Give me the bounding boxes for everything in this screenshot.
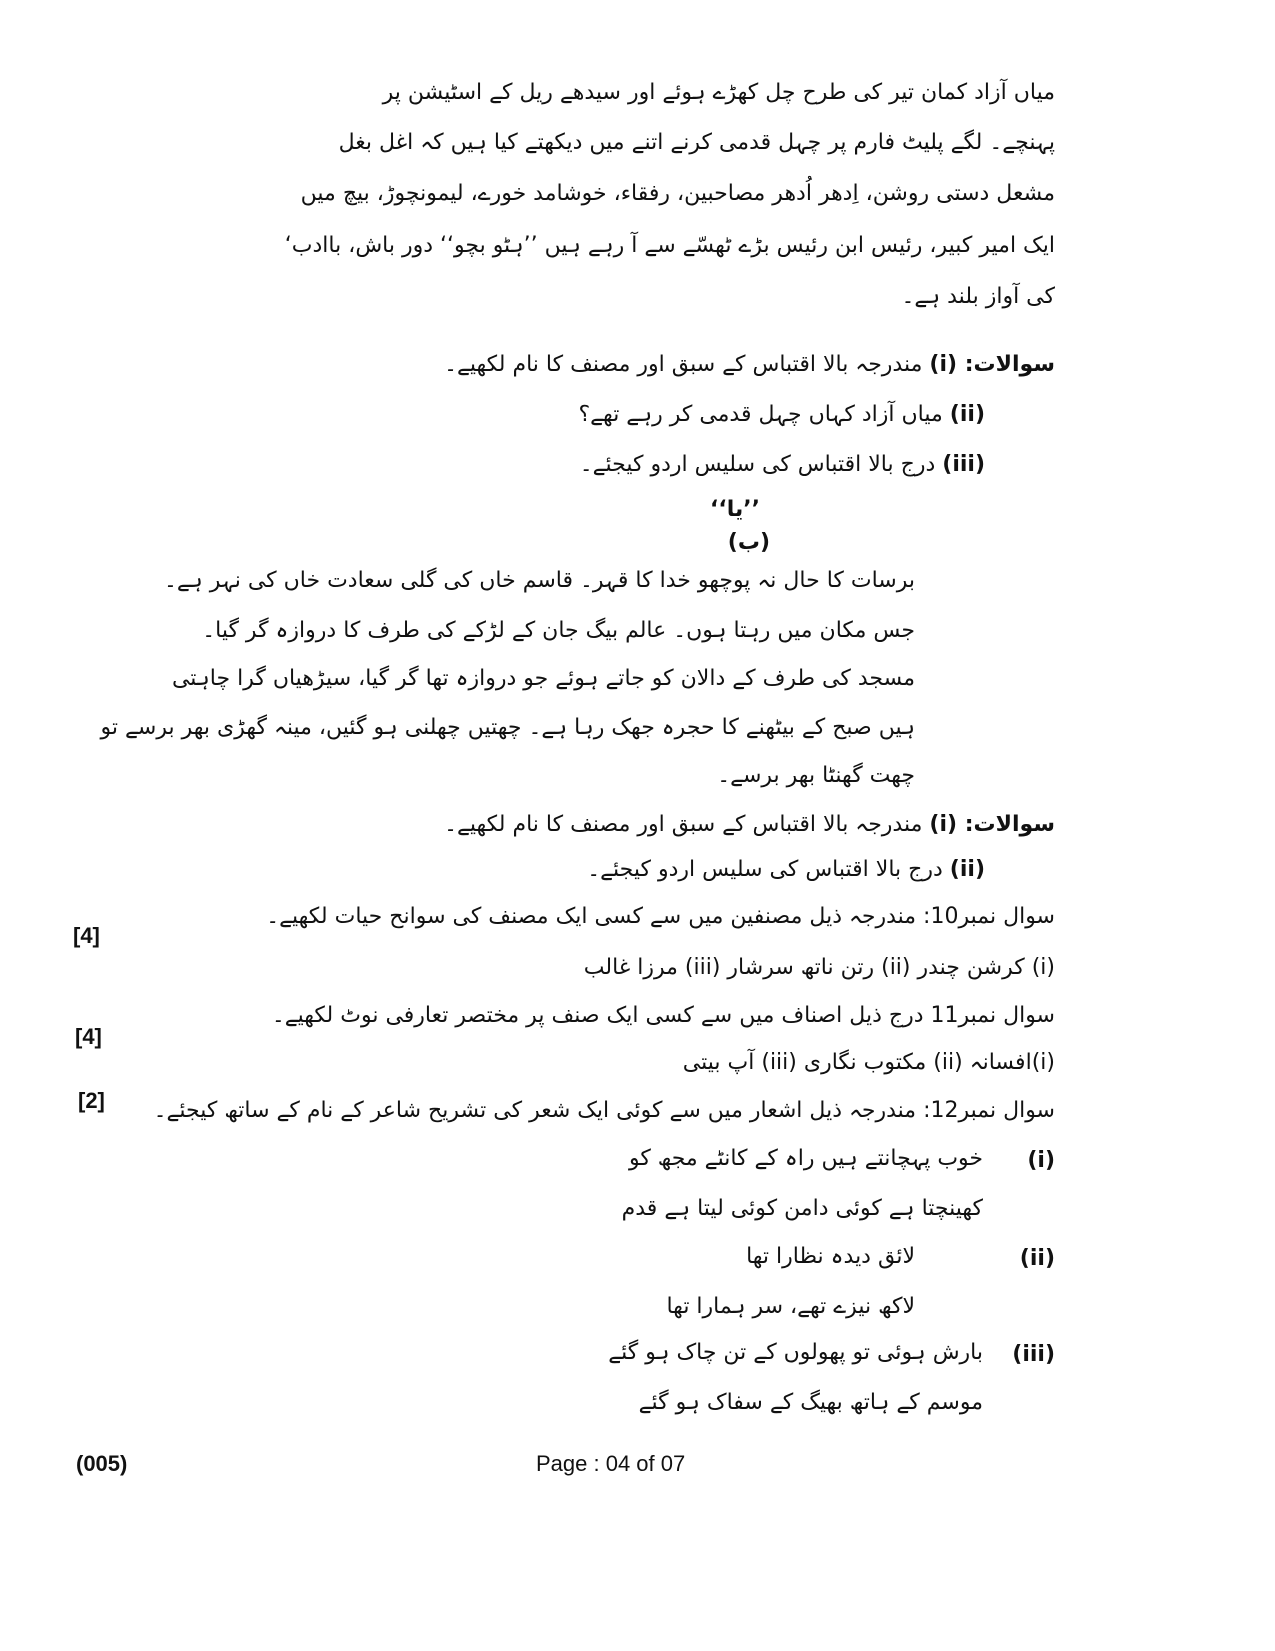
q11-marks: [4] xyxy=(75,1024,102,1049)
couplet-line: موسم کے ہاتھ بھیگ کے سفاک ہو گئے xyxy=(638,1390,983,1415)
question-text: مندرجہ بالا اقتباس کے سبق اور مصنف کا نام لکھیے۔ xyxy=(444,352,923,377)
q11-text: سوال نمبر11 درج ذیل اصناف میں سے کسی ایک صنف پر مختصر تعارفی نوٹ لکھیے۔ xyxy=(271,1003,1055,1028)
q10-marks: [4] xyxy=(73,923,100,948)
question-row xyxy=(587,857,985,882)
couplet-line: خوب پہچانتے ہیں راہ کے کانٹے مجھ کو xyxy=(628,1146,983,1171)
couplet-line: بارش ہوئی تو پھولوں کے تن چاک ہو گئے xyxy=(608,1340,983,1365)
couplet-line: لاکھ نیزے تھے، سر ہمارا تھا xyxy=(666,1294,915,1319)
passage-b-line: جس مکان میں رہتا ہوں۔ عالم بیگ جان کے لڑکے کی طرف کا دروازہ گر گیا۔ xyxy=(202,618,915,643)
passage-b-line: برسات کا حال نہ پوچھو خدا کا قہر۔ قاسم خاں کی گلی سعادت خاں کی نہر ہے۔ xyxy=(164,568,915,593)
q12-text: سوال نمبر12: مندرجہ ذیل اشعار میں سے کوئی ایک شعر کی تشریح شاعر کے نام کے ساتھ کیجئے۔ xyxy=(153,1098,1055,1123)
page-number: Page : 04 of 07 xyxy=(536,1451,686,1476)
section-b-label: (ب) xyxy=(727,530,770,555)
passage-a-line: کی آواز بلند ہے۔ xyxy=(901,284,1055,309)
question-label: سوالات: (i) xyxy=(929,352,1055,377)
question-text: درج بالا اقتباس کی سلیس اردو کیجئے۔ xyxy=(579,452,936,477)
question-label: سوالات: (i) xyxy=(929,812,1055,837)
passage-a-line: پہنچے۔ لگے پلیٹ فارم پر چہل قدمی کرنے اتنے میں دیکھتے کیا ہیں کہ اغل بغل xyxy=(338,130,1055,155)
q10-text: سوال نمبر10: مندرجہ ذیل مصنفین میں سے کسی ایک مصنف کی سوانح حیات لکھیے۔ xyxy=(266,904,1055,929)
question-label: (ii) xyxy=(949,402,985,427)
question-row xyxy=(580,452,985,477)
couplet-number: (ii) xyxy=(1019,1246,1055,1271)
question-row xyxy=(444,352,1055,377)
couplet-line: لائق دیدہ نظارا تھا xyxy=(746,1244,915,1269)
passage-b-line: چھت گھنٹا بھر برسے۔ xyxy=(717,763,915,788)
q10-options: (i) کرشن چندر (ii) رتن ناتھ سرشار (iii) مرزا غالب xyxy=(583,955,1055,980)
question-label: (iii) xyxy=(942,452,985,477)
passage-b-line: مسجد کی طرف کے دالان کو جاتے ہوئے جو دروازہ تھا گر گیا، سیڑھیاں گرا چاہتی xyxy=(171,666,915,691)
passage-a-line: ایک امیر کبیر، رئیس ابن رئیس بڑے ٹھسّے سے آ رہے ہیں ’’ہٹو بچو‘‘ دور باش، باادب‘ xyxy=(284,233,1055,258)
passage-b-line: ہیں صبح کے بیٹھنے کا حجرہ جھک رہا ہے۔ چھتیں چھلنی ہو گئیں، مینہ گھڑی بھر برسے تو xyxy=(100,715,915,740)
question-text: درج بالا اقتباس کی سلیس اردو کیجئے۔ xyxy=(587,857,943,882)
couplet-line: کھینچتا ہے کوئی دامن کوئی لیتا ہے قدم xyxy=(621,1196,983,1221)
question-row xyxy=(444,812,1055,837)
couplet-number: (i) xyxy=(1027,1148,1055,1173)
question-text: میاں آزاد کہاں چہل قدمی کر رہے تھے؟ xyxy=(578,402,943,427)
passage-a-line: میاں آزاد کمان تیر کی طرح چل کھڑے ہوئے اور سیدھے ریل کے اسٹیشن پر xyxy=(382,80,1055,105)
question-row xyxy=(578,402,985,427)
passage-a-line: مشعل دستی روشن، اِدھر اُدھر مصاحبین، رفقاء، خوشامد خورے، لیمونچوڑ، بیچ میں xyxy=(300,181,1055,206)
question-label: (ii) xyxy=(949,857,985,882)
q11-options: (i)افسانہ (ii) مکتوب نگاری (iii) آپ بیتی xyxy=(682,1050,1055,1075)
paper-code: (005) xyxy=(76,1451,128,1476)
q12-marks: [2] xyxy=(78,1088,105,1113)
question-text: مندرجہ بالا اقتباس کے سبق اور مصنف کا نام لکھیے۔ xyxy=(444,812,923,837)
couplet-number: (iii) xyxy=(1012,1342,1055,1367)
or-label: ’’یا‘‘ xyxy=(710,497,760,522)
